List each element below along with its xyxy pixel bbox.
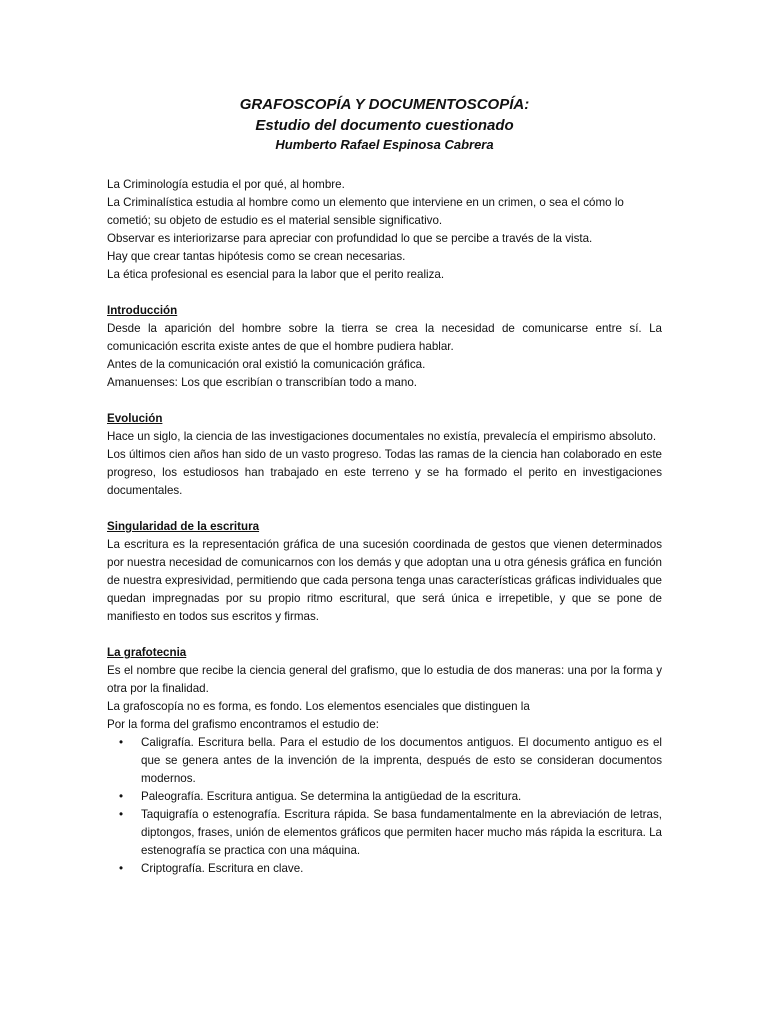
paragraph: Hace un siglo, la ciencia de las investigaciones documentales no existía, prevalecía el empirismo absoluto.: [107, 430, 657, 443]
paragraph: Es el nombre que recibe la ciencia general del grafismo, que lo estudia de dos maneras: una por la forma y otra por la finalidad.: [107, 664, 662, 695]
list-item: [119, 860, 662, 878]
section-heading: Introducción: [107, 304, 178, 317]
paragraph: Por la forma del grafismo encontramos el estudio de:: [107, 718, 379, 731]
bullet-icon: •: [119, 790, 124, 803]
intro-line: La Criminología estudia el por qué, al hombre.: [107, 178, 345, 191]
list-item: [119, 806, 662, 860]
bullet-icon: •: [119, 808, 124, 821]
intro-block: [107, 176, 662, 284]
document-title: GRAFOSCOPÍA Y DOCUMENTOSCOPÍA:: [239, 96, 530, 113]
bullet-icon: •: [119, 862, 124, 875]
section-evolucion: [107, 410, 662, 500]
paragraph: Desde la aparición del hombre sobre la tierra se crea la necesidad de comunicarse entre sí. La comunicación escrita existe antes de que el hombre pudiera hablar.: [107, 322, 662, 353]
document-subtitle: Estudio del documento cuestionado: [255, 117, 514, 134]
list-item: [119, 734, 662, 788]
section-singularidad: [107, 518, 662, 626]
section-grafotecnia: [107, 644, 662, 878]
paragraph: Antes de la comunicación oral existió la comunicación gráfica.: [107, 358, 426, 371]
title-block: [107, 94, 662, 154]
intro-line: La Criminalística estudia al hombre como un elemento que interviene en un crimen, o sea el cómo lo cometió; su objeto de estudio es el material sensible significativo.: [107, 196, 624, 227]
section-heading: La grafotecnia: [107, 646, 187, 659]
paragraph: La grafoscopía no es forma, es fondo. Los elementos esenciales que distinguen la: [107, 700, 530, 713]
section-heading: Singularidad de la escritura: [107, 520, 260, 533]
intro-line: Hay que crear tantas hipótesis como se crean necesarias.: [107, 250, 406, 263]
intro-line: La ética profesional es esencial para la labor que el perito realiza.: [107, 268, 445, 281]
list-item: [119, 788, 662, 806]
list-item-text: Paleografía. Escritura antigua. Se determina la antigüedad de la escritura.: [141, 790, 522, 803]
paragraph: La escritura es la representación gráfica de una sucesión coordinada de gestos que vienen determinados por nuestra necesidad de comunicarnos con los demás y que adoptan una u otra génesis gráfica en función de nuestra expresividad, permitiendo que cada persona tenga unas características gráficas individuales que quedan impregnadas por su propio ritmo escritural, que será única e irrepetible, y que se pone de manifiesto en todos sus escritos y firmas.: [107, 538, 662, 623]
list-item-text: Taquigrafía o estenografía. Escritura rápida. Se basa fundamentalmente en la abreviación de letras, diptongos, frases, unión de elementos gráficos que permiten hacer mucho más rápida la escritura. La estenografía se practica con una máquina.: [141, 808, 662, 857]
paragraph: Amanuenses: Los que escribían o transcribían todo a mano.: [107, 376, 417, 389]
list-item-text: Caligrafía. Escritura bella. Para el estudio de los documentos antiguos. El documento antiguo es el que se genera antes de la invención de la imprenta, después de esto se consideran documentos modernos.: [141, 736, 662, 785]
document-author: Humberto Rafael Espinosa Cabrera: [275, 137, 494, 152]
paragraph: Los últimos cien años han sido de un vasto progreso. Todas las ramas de la ciencia han colaborado en este progreso, los estudiosos han trabajado en este terreno y se ha formado el perito en investigaciones documentales.: [107, 448, 662, 497]
bullet-list: [107, 734, 662, 878]
section-heading: Evolución: [107, 412, 163, 425]
list-item-text: Criptografía. Escritura en clave.: [141, 862, 304, 875]
intro-line: Observar es interiorizarse para apreciar con profundidad lo que se percibe a través de la vista.: [107, 232, 593, 245]
bullet-icon: •: [119, 736, 124, 749]
section-introduccion: [107, 302, 662, 392]
